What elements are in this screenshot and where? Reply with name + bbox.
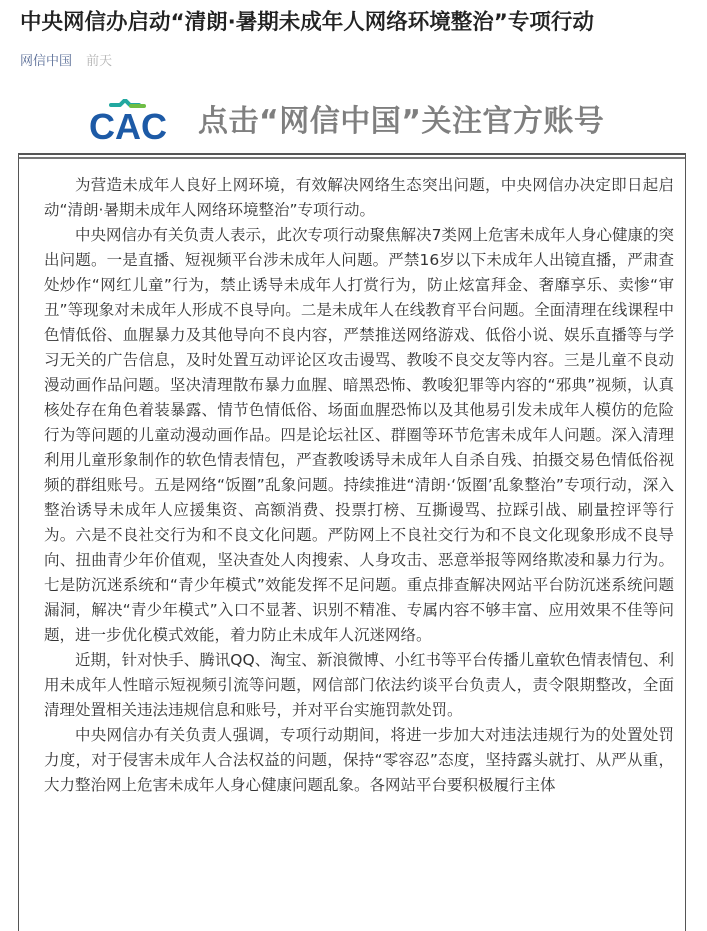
article-content <box>44 173 674 798</box>
article-paragraph-1: 为营造未成年人良好上网环境，有效解决网络生态突出问题，中央网信办决定即日起启动“清朗·暑期未成年人网络环境整治”专项行动。 <box>44 176 674 219</box>
account-name-link[interactable]: 网信中国 <box>20 54 73 69</box>
follow-banner-text: 点击“网信中国”关注官方账号 <box>198 104 605 139</box>
cac-logo-text: CAC <box>89 106 167 147</box>
publish-time: 前天 <box>86 54 113 69</box>
cac-logo-icon <box>88 99 180 147</box>
article-paragraph-3: 近期，针对快手、腾讯QQ、淘宝、新浪微博、小红书等平台传播儿童软色情表情包、利用未成年人性暗示短视频引流等问题，网信部门依法约谈平台负责人，责令限期整改，全面清理处置相关违法违规信息和账号，并对平台实施罚款处罚。 <box>44 651 674 719</box>
follow-account-banner[interactable] <box>88 98 633 148</box>
article-title: 中央网信办启动“清朗·暑期未成年人网络环境整治”专项行动 <box>20 10 594 35</box>
article-paragraph-4: 中央网信办有关负责人强调，专项行动期间，将进一步加大对违法违规行为的处置处罚力度，对于侵害未成年人合法权益的问题，保持“零容忍”态度，坚持露头就打、从严从重，大力整治网上危害未成年人身心健康问题乱象。各网站平台要积极履行主体 <box>44 726 674 794</box>
article-paragraph-2: 中央网信办有关负责人表示，此次专项行动聚焦解决7类网上危害未成年人身心健康的突出问题。一是直播、短视频平台涉未成年人问题。严禁16岁以下未成年人出镜直播，严肃查处炒作“网红儿童”行为，禁止诱导未成年人打赏行为，防止炫富拜金、奢靡享乐、卖惨“审丑”等现象对未成年人形成不良导向。二是未成年人在线教育平台问题。全面清理在线课程中色情低俗、血腥暴力及其他导向不良内容，严禁推送网络游戏、低俗小说、娱乐直播等与学习无关的广告信息，及时处置互动评论区攻击谩骂、教唆不良交友等内容。三是儿童不良动漫动画作品问题。坚决清理散布暴力血腥、暗黑恐怖、教唆犯罪等内容的“邪典”视频，认真核处存在角色着装暴露、情节色情低俗、场面血腥恐怖以及其他易引发未成年人模仿的危险行为等问题的儿童动漫动画作品。四是论坛社区、群圈等环节危害未成年人问题。深入清理利用儿童形象制作的软色情表情包，严查教唆诱导未成年人自杀自残、拍摄交易色情低俗视频的群组账号。五是网络“饭圈”乱象问题。持续推进“清朗·‘饭圈’乱象整治”专项行动，深入整治诱导未成年人应援集资、高额消费、投票打榜、互撕谩骂、拉踩引战、刷量控评等行为。六是不良社交行为和不良文化问题。严防网上不良社交行为和不良文化现象形成不良导向、扭曲青少年价值观，坚决查处人肉搜索、人身攻击、恶意举报等网络欺凌和暴力行为。七是防沉迷系统和“青少年模式”效能发挥不足问题。重点排查解决网站平台防沉迷系统问题漏洞，解决“青少年模式”入口不显著、识别不精准、专属内容不够丰富、应用效果不佳等问题，进一步优化模式效能，着力防止未成年人沉迷网络。 <box>44 226 674 644</box>
article-meta <box>20 53 112 71</box>
